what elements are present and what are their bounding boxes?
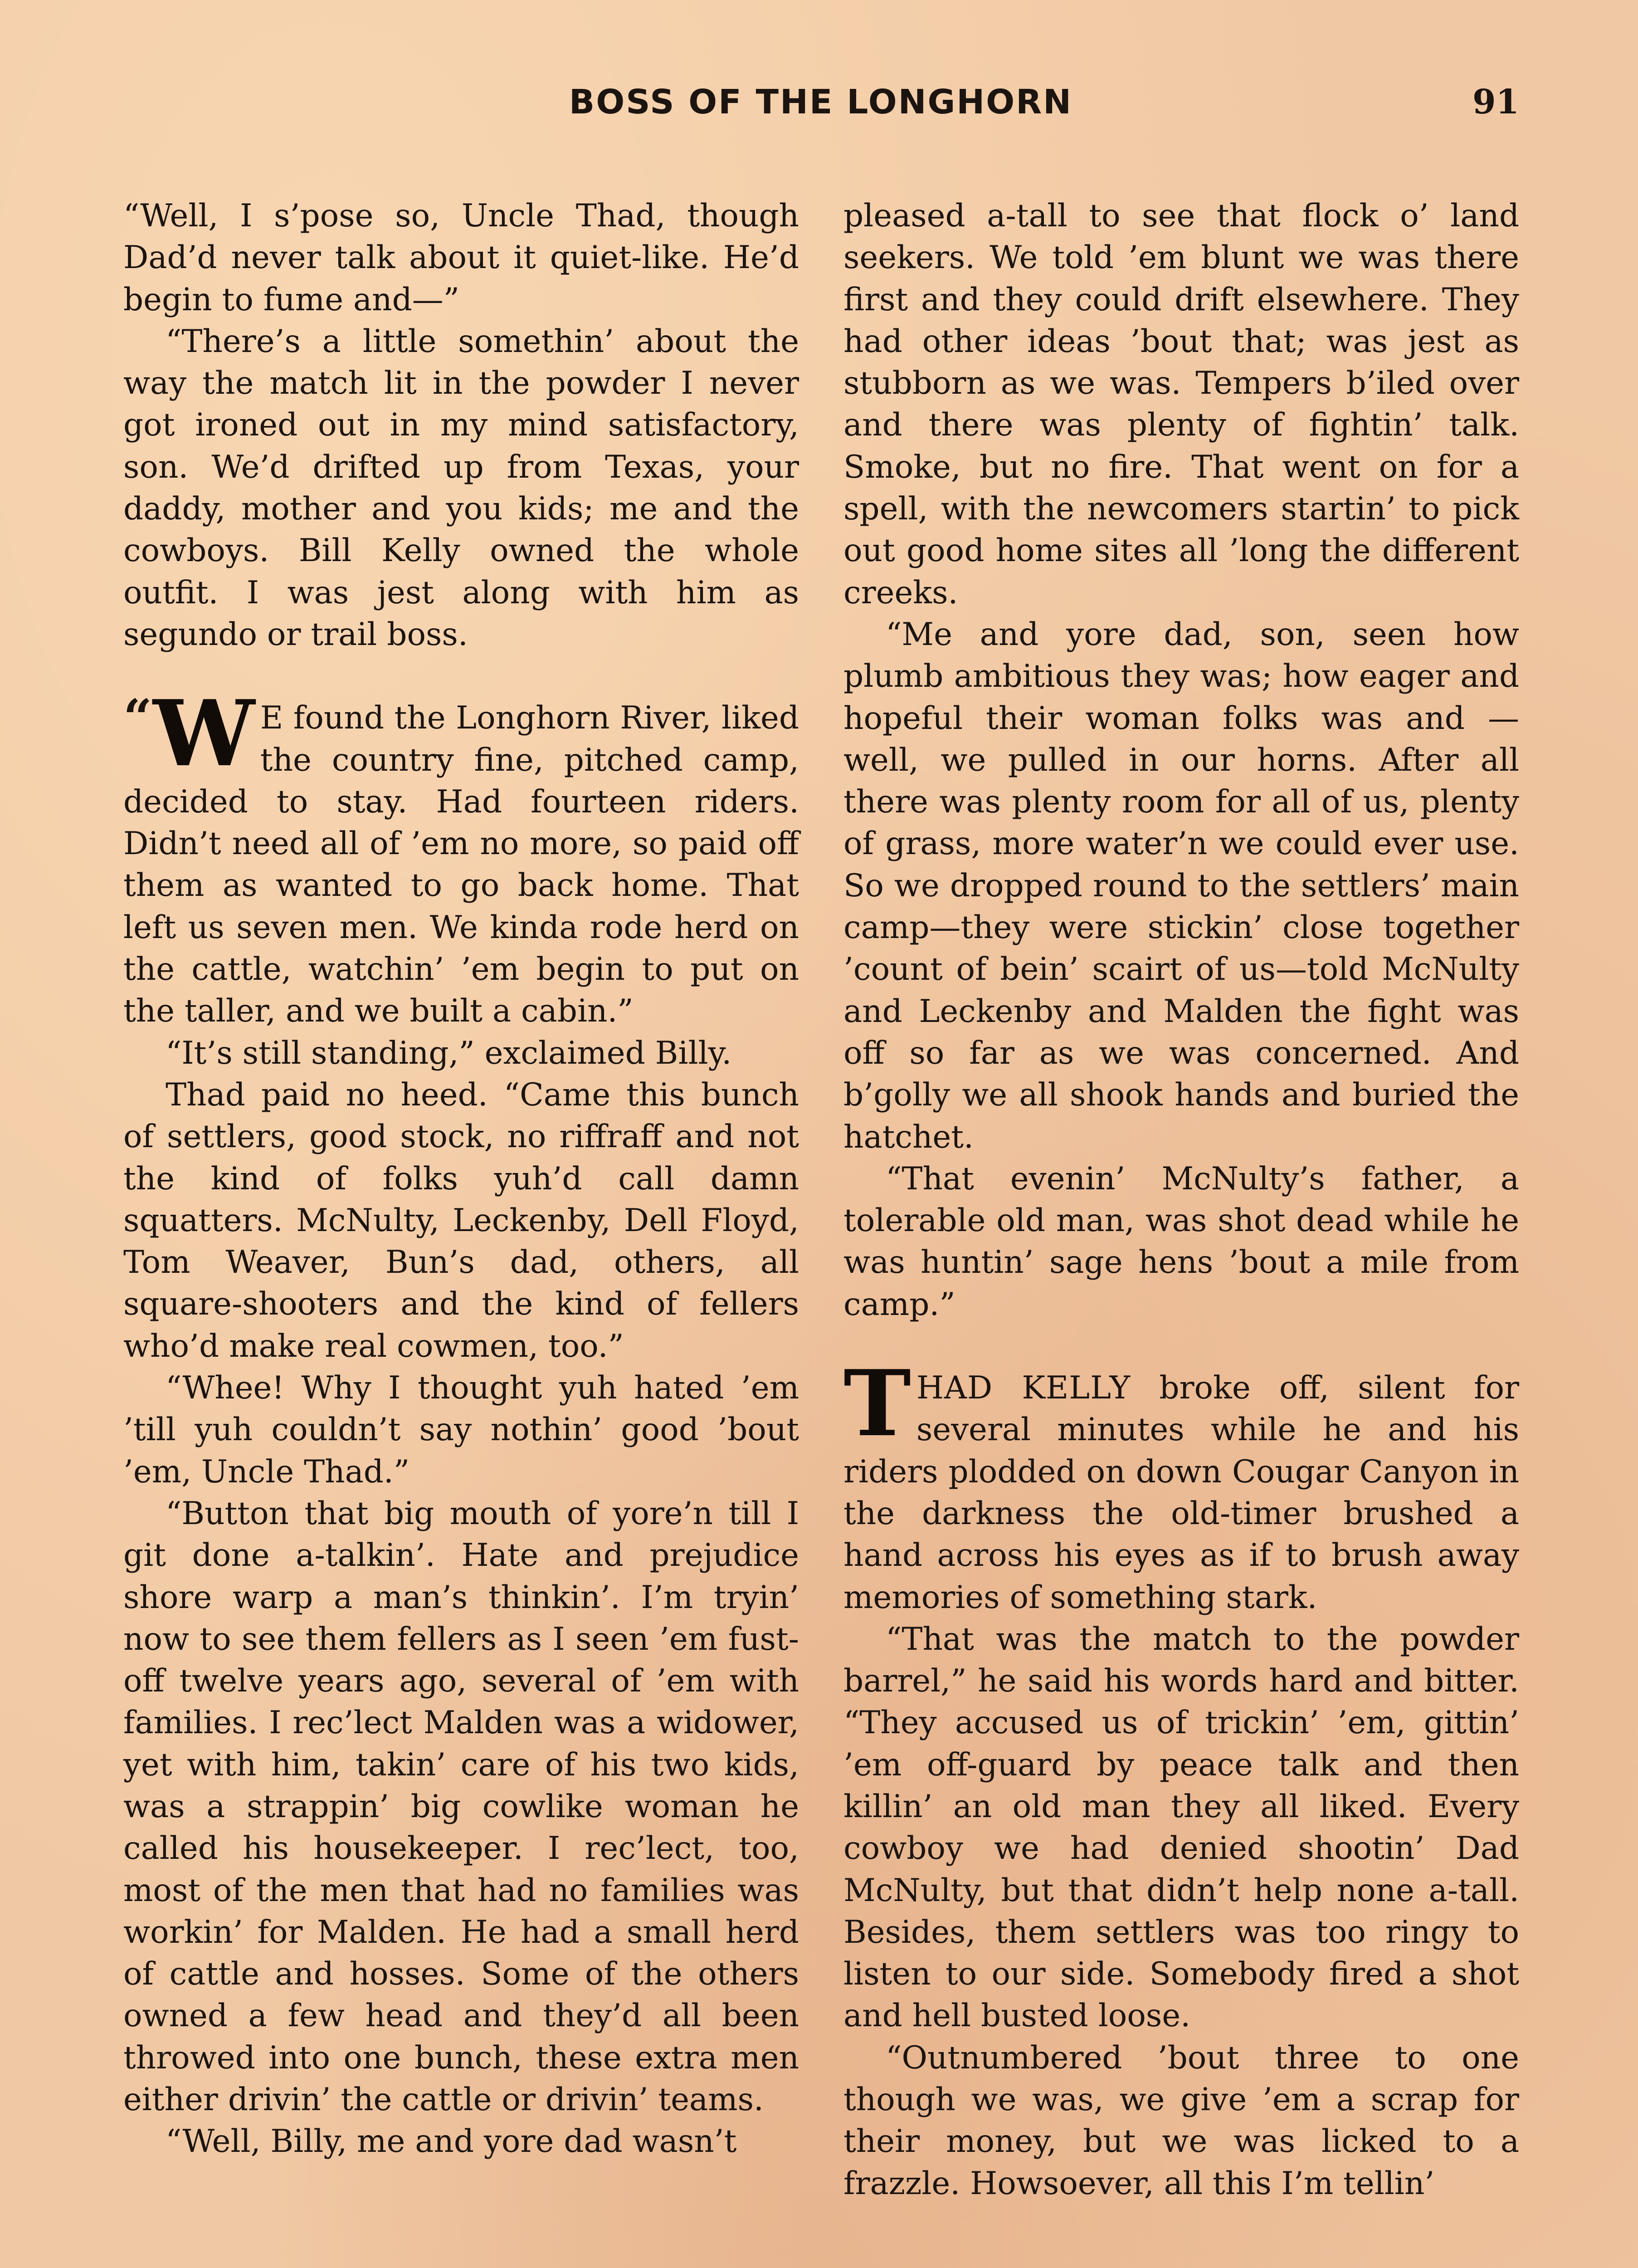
paragraph-text: E found the Longhorn River, liked the country fine, pitched camp, decided to stay. Had fourteen riders. Didn’t need all of ’em no more, so paid off them as wanted to go back home. That left us seven men. We kinda rode herd on the cattle, watchin’ ’em begin to put on the taller, and we built a cabin.” (123, 700, 799, 1030)
drop-cap-letter: W (153, 680, 255, 787)
paragraph: “That was the match to the powder barrel,” he said his words hard and bitter. “They accused us of trickin’ ’em, gittin’ ’em off-guard by peace talk and then killin’ an old man they all liked. Every cowboy we had denied shootin’ Dad McNulty, but that didn’t help none a-tall. Besides, them settlers was too ringy to listen to our side. Somebody fired a shot and hell busted loose. (843, 1621, 1519, 2034)
paragraph: “That evenin’ McNulty’s father, a tolerable old man, was shot dead while he was huntin’ sage hens ’bout a mile from camp.” (843, 1160, 1519, 1323)
paragraph: pleased a-tall to see that flock o’ land seekers. We told ’em blunt we was there first and they could drift elsewhere. They had other ideas ’bout that; was jest as stubborn as we was. Tempers b’iled over and there was plenty of fightin’ talk. Smoke, but no fire. That went on for a spell, with the newcomers startin’ to pick out good home sites all ’long the different creeks. (843, 198, 1519, 611)
paragraph: “Outnumbered ’bout three to one though we was, we give ’em a scrap for their money, but we was licked to a frazzle. Howsoever, all this I’m tellin’ (843, 2039, 1519, 2202)
paragraph: “Well, Billy, me and yore dad wasn’t (166, 2123, 737, 2160)
paragraph: “There’s a little somethin’ about the way the match lit in the powder I never got ironed out in my mind satisfactory, son. We’d drifted up from Texas, your daddy, mother and you kids; me and the cowboys. Bill Kelly owned the whole outfit. I was jest along with him as segundo or trail boss. (123, 323, 799, 653)
lead-in-caps: HAD KELLY (916, 1370, 1131, 1407)
section-start-paragraph (843, 1350, 1520, 1618)
paragraph-text: broke off, silent for several minutes while he and his riders plodded on down Cougar Canyon in the darkness the old-timer brushed a hand across his eyes as if to brush away memories of something stark. (843, 1370, 1520, 1616)
paragraph: “Well, I s’pose so, Uncle Thad, though Dad’d never talk about it quiet-like. He’d begin to fume and—” (123, 198, 799, 318)
running-title: BOSS OF THE LONGHORN (569, 83, 1073, 122)
page-number: 91 (1472, 83, 1519, 122)
paragraph: “It’s still standing,” exclaimed Billy. (166, 1035, 732, 1071)
paragraph: “Button that big mouth of yore’n till I git done a-talkin’. Hate and prejudice shore warp a man’s thinkin’. I’m tryin’ now to see them fellers as I seen ’em fust-off twelve years ago, several of ’em with families. I rec’lect Malden was a widower, yet with him, takin’ care of his two kids, was a strappin’ big cowlike woman he called his housekeeper. I rec’lect, too, most of the men that had no families was workin’ for Malden. He had a small herd of cattle and hosses. Some of the others owned a few head and they’d all been throwed into one bunch, these extra men either drivin’ the cattle or drivin’ teams. (123, 1495, 799, 2118)
paragraph: Thad paid no heed. “Came this bunch of settlers, good stock, no riffraff and not the kind of folks yuh’d call damn squatters. McNulty, Leckenby, Dell Floyd, Tom Weaver, Bun’s dad, others, all square-shooters and the kind of fellers who’d make real cowmen, too.” (123, 1076, 799, 1364)
right-column (843, 195, 1519, 2204)
drop-cap-quote: “ (123, 688, 152, 747)
left-column (123, 195, 799, 2163)
paragraph: “Me and yore dad, son, seen how plumb ambitious they was; how eager and hopeful their woman folks was and — well, we pulled in our horns. After all there was plenty room for all of us, plenty of grass, more water’n we could ever use. So we dropped round to the settlers’ main camp—they were stickin’ close together ’count of bein’ scairt of us—told McNulty and Leckenby and Malden the fight was off so far as we was concerned. And b’golly we all shook hands and buried the hatchet. (843, 616, 1519, 1155)
drop-cap-letter: T (843, 1350, 911, 1457)
page-header (122, 77, 1519, 127)
paragraph: “Whee! Why I thought yuh hated ’em ’till yuh couldn’t say nothin’ good ’bout ’em, Uncle Thad.” (123, 1370, 799, 1490)
section-start-paragraph (123, 680, 799, 1032)
